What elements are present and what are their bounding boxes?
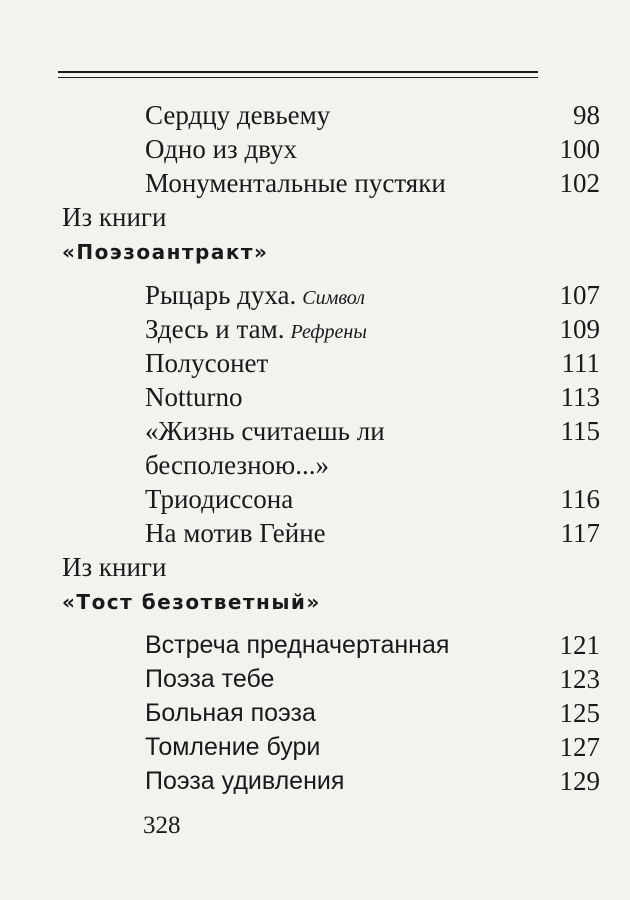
toc-entry <box>0 98 630 132</box>
toc-entry <box>0 764 630 798</box>
toc-entry <box>0 166 630 200</box>
toc-entry-title-cont: бесполезною...» <box>145 450 329 480</box>
section-heading <box>0 200 630 234</box>
table-of-contents <box>0 98 630 798</box>
toc-entry-page: 116 <box>560 484 600 514</box>
toc-entry-title: Одно из двух <box>145 134 298 164</box>
toc-entry-page: 115 <box>560 416 600 446</box>
toc-entry-page: 113 <box>560 382 600 412</box>
header-rule-thick <box>58 71 538 73</box>
toc-entry-page: 109 <box>559 314 600 344</box>
toc-entry-title: Монументальные пустяки <box>145 168 446 198</box>
toc-entry-page: 111 <box>561 348 600 378</box>
toc-entry-page: 107 <box>559 280 600 310</box>
toc-entry-title: Сердцу девьему <box>145 100 331 130</box>
toc-entry-title: Встреча предначертанная <box>145 631 450 659</box>
toc-entry-title: «Жизнь считаешь ли <box>145 416 385 446</box>
toc-entry-page: 123 <box>559 664 600 694</box>
page-number: 328 <box>143 812 181 839</box>
book-title-text: «Тост безответный» <box>62 590 321 614</box>
toc-entry <box>0 414 630 448</box>
toc-entry <box>0 516 630 550</box>
toc-entry-title: Здесь и там. Рефрены <box>145 314 367 344</box>
toc-entry-subtitle: Символ <box>302 287 366 309</box>
header-rule-thin <box>58 77 538 78</box>
toc-entry-title: Больная поэза <box>145 699 316 727</box>
section-heading <box>0 550 630 584</box>
toc-entry-continuation <box>0 448 630 482</box>
toc-entry-title: Рыцарь духа. Символ <box>145 280 366 310</box>
toc-entry <box>0 278 630 312</box>
toc-entry <box>0 346 630 380</box>
toc-entry <box>0 132 630 166</box>
toc-entry-page: 117 <box>560 518 600 548</box>
toc-entry-page: 127 <box>559 732 600 762</box>
toc-entry-page: 121 <box>559 630 600 660</box>
toc-entry <box>0 380 630 414</box>
toc-entry-page: 98 <box>573 100 600 130</box>
toc-entry-title: Полусонет <box>145 348 269 378</box>
toc-entry-title: Триодиссона <box>145 484 294 514</box>
toc-entry <box>0 482 630 516</box>
toc-entry <box>0 662 630 696</box>
toc-entry <box>0 312 630 346</box>
section-heading-text: Из книги <box>62 552 167 582</box>
toc-entry-page: 100 <box>559 134 600 164</box>
toc-entry-page: 129 <box>559 766 600 796</box>
book-title-text: «Поэзоантракт» <box>62 240 269 264</box>
section-heading-text: Из книги <box>62 202 167 232</box>
book-title <box>0 234 630 270</box>
toc-entry-page: 102 <box>559 168 600 198</box>
toc-entry-page: 125 <box>559 698 600 728</box>
toc-entry <box>0 696 630 730</box>
toc-entry-title: Поэза тебе <box>145 665 275 693</box>
toc-entry-title: Поэза удивления <box>145 767 345 795</box>
toc-entry-subtitle: Рефрены <box>290 321 367 343</box>
toc-entry <box>0 628 630 662</box>
toc-entry <box>0 730 630 764</box>
toc-entry-title: Notturno <box>145 382 243 412</box>
toc-entry-title: На мотив Гейне <box>145 518 326 548</box>
book-title <box>0 584 630 620</box>
toc-entry-title: Томление бури <box>145 733 321 761</box>
